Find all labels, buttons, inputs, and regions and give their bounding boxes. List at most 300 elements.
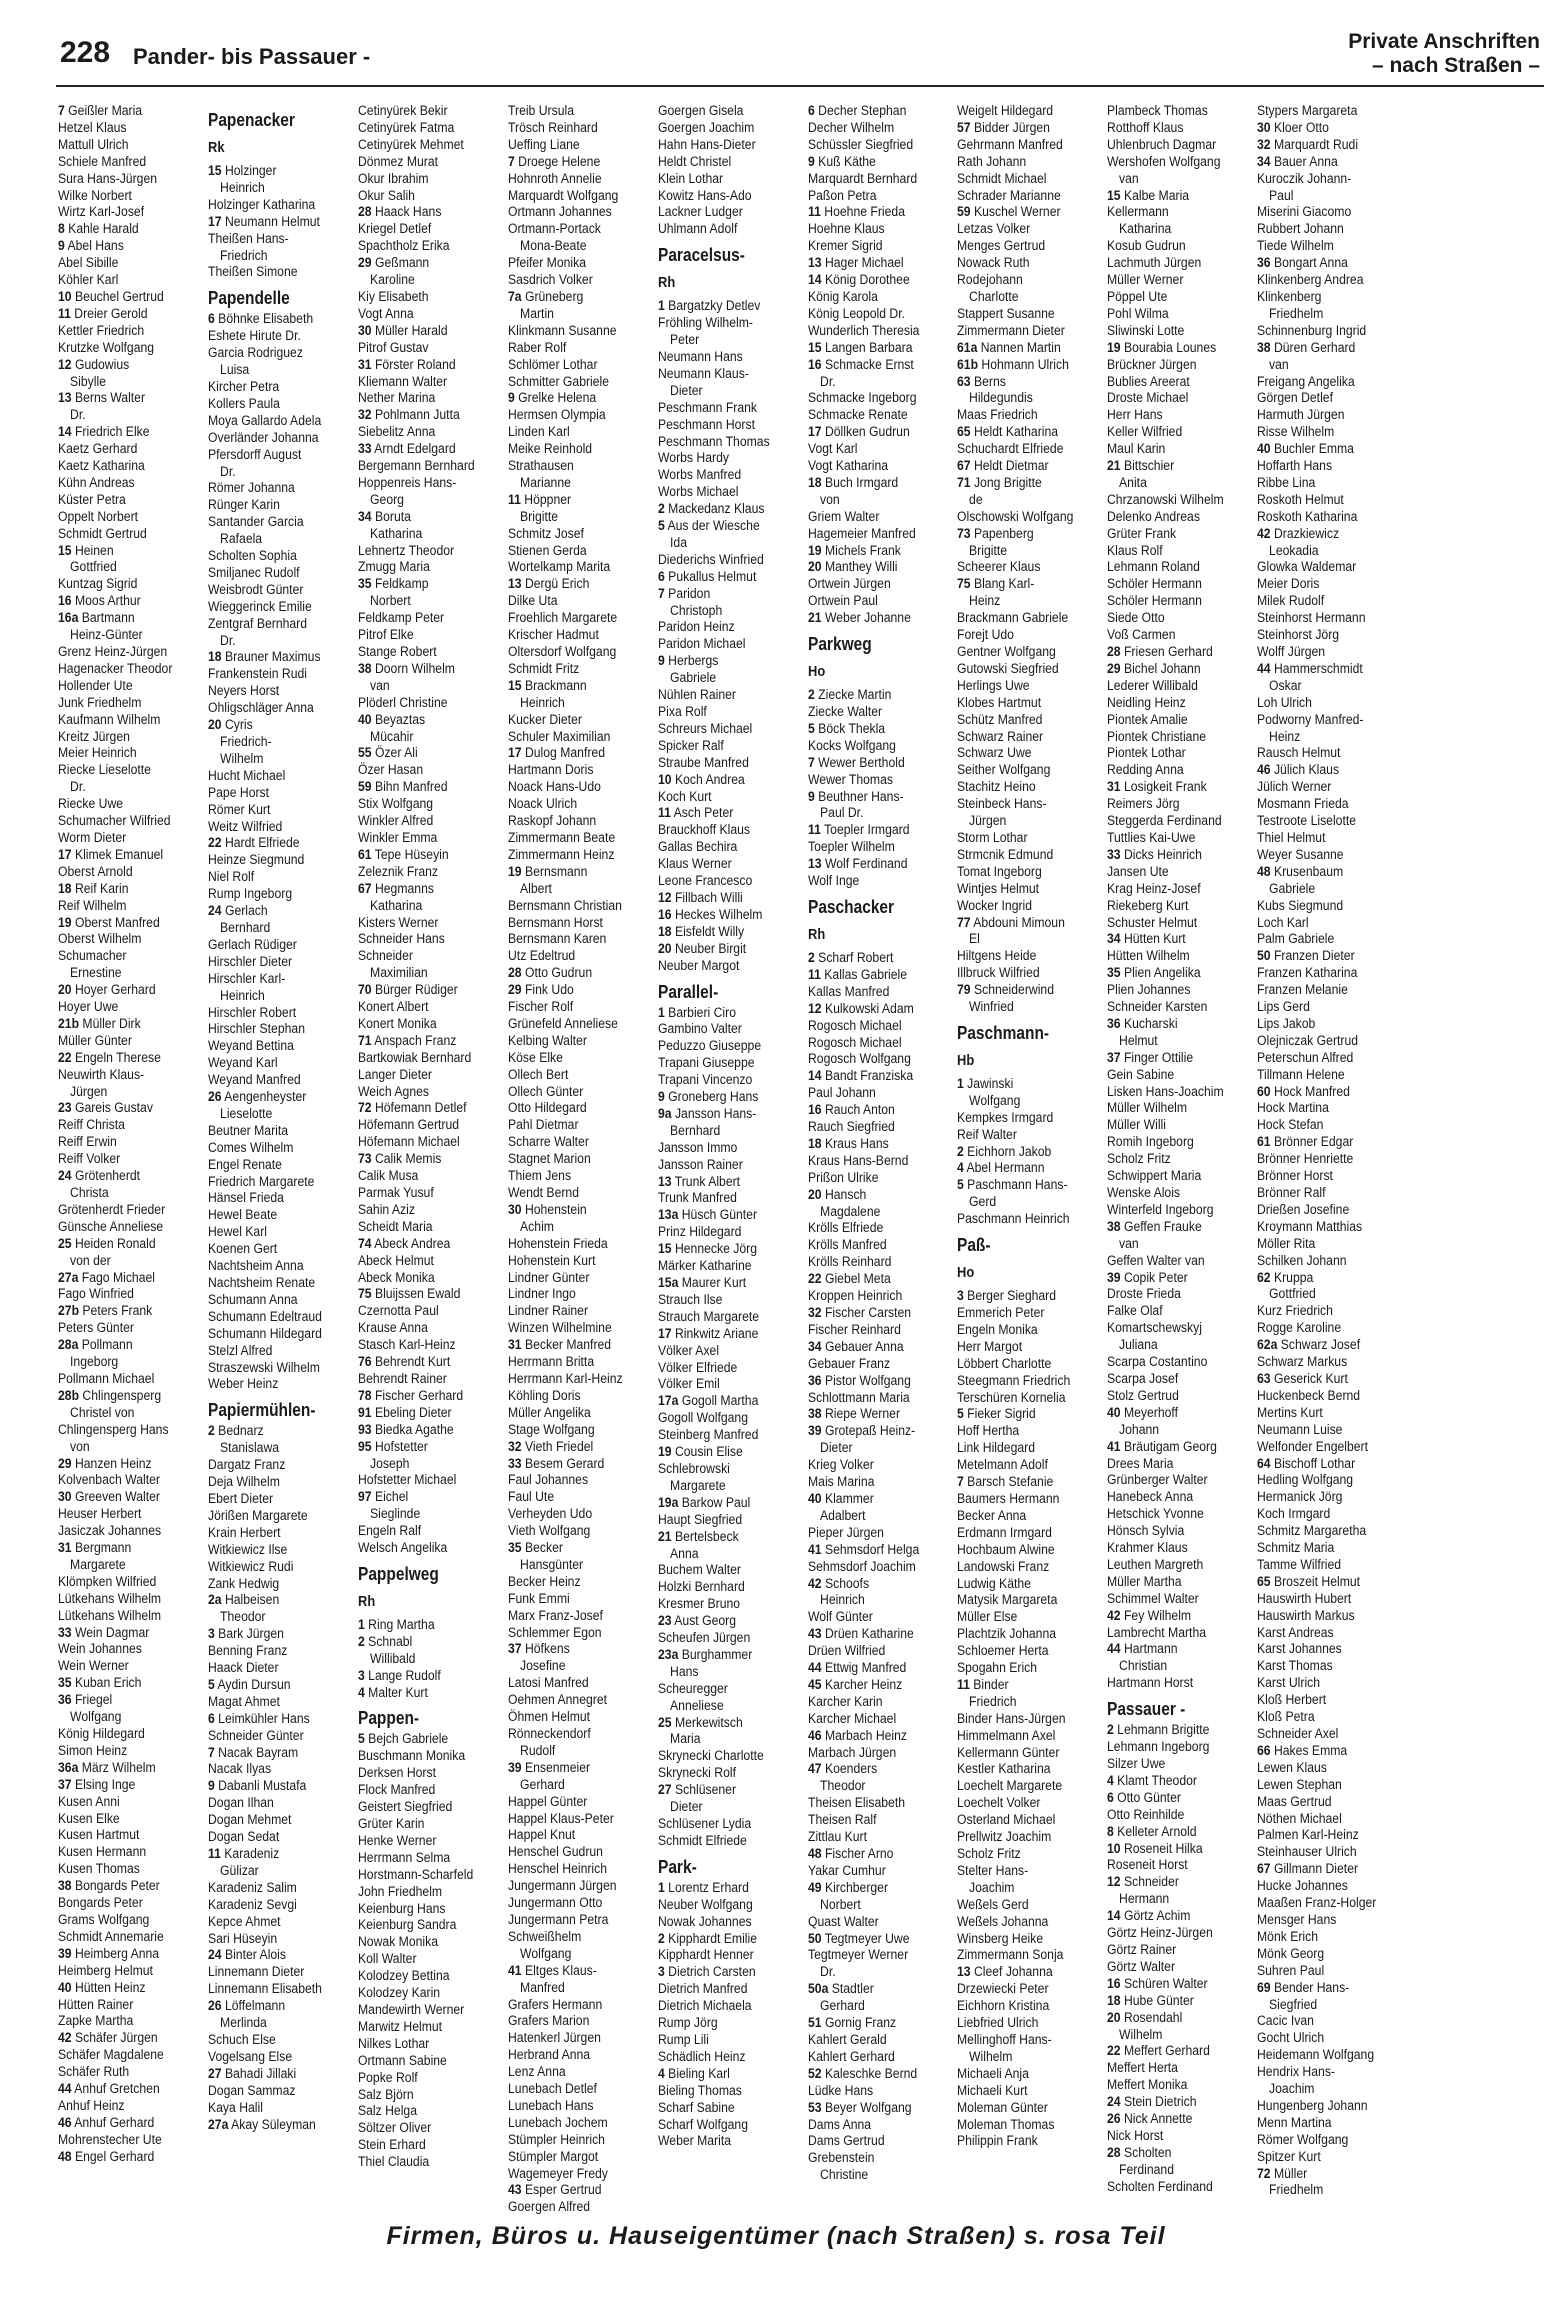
resident-entry: Droste Michael xyxy=(1107,390,1189,407)
resident-entry: Klinkmann Susanne xyxy=(507,322,617,339)
house-number: 37 xyxy=(507,1641,522,1658)
resident-entry: 15 Kalbe Maria xyxy=(1107,187,1190,204)
resident-entry: Smiljanec Rudolf xyxy=(207,564,300,581)
resident-entry: 11 Asch Peter xyxy=(657,805,733,822)
resident-entry: Siebelitz Anna xyxy=(357,424,436,441)
resident-entry: Kempkes Irmgard xyxy=(957,1109,1054,1126)
house-number: 3 xyxy=(957,1288,965,1305)
resident-entry: Schmitter Gabriele xyxy=(507,373,609,390)
resident-entry: 41 Bräutigam Georg xyxy=(1107,1438,1218,1455)
entry-continuation: Manfred xyxy=(519,1979,565,1996)
resident-entry: Uhlmann Adolf xyxy=(657,221,738,238)
entry-continuation: Hermann xyxy=(1119,1891,1170,1908)
district-code: Rh xyxy=(657,274,675,292)
resident-entry: 1 Barbieri Ciro xyxy=(657,1004,736,1021)
resident-entry: 70 Bürger Rüdiger xyxy=(357,982,458,999)
resident-entry: Weisbrodt Günter xyxy=(207,581,304,598)
resident-entry: John Friedhelm xyxy=(357,1883,442,1900)
resident-entry: Trapani Giuseppe xyxy=(657,1055,755,1072)
resident-entry: 14 Bandt Franziska xyxy=(807,1068,913,1085)
resident-entry: 40 Klammer xyxy=(807,1490,874,1507)
district-code: Rh xyxy=(807,925,825,943)
resident-entry: Hahn Hans-Dieter xyxy=(657,136,756,153)
entry-continuation: Rafaela xyxy=(219,531,263,548)
section-title-line1: Private Anschriften xyxy=(1348,30,1540,53)
resident-entry: Konert Albert xyxy=(357,999,429,1016)
house-number: 6 xyxy=(207,1710,215,1727)
resident-entry: Henschel Gudrun xyxy=(507,1844,603,1861)
resident-entry: 36a März Wilhelm xyxy=(58,1759,156,1776)
resident-entry: 13 Hager Michael xyxy=(807,255,904,272)
house-number: 19 xyxy=(807,542,822,559)
resident-entry: 46 Jülich Klaus xyxy=(1257,762,1340,779)
resident-entry: Decher Wilhelm xyxy=(807,119,894,136)
resident-entry: Hewel Beate xyxy=(207,1207,278,1224)
resident-entry: König Leopold Dr. xyxy=(807,305,905,322)
house-number: 74 xyxy=(357,1235,372,1252)
resident-entry: Behrendt Rainer xyxy=(357,1370,447,1387)
entry-continuation: Dr. xyxy=(219,463,236,480)
resident-entry: 77 Abdouni Mimoun xyxy=(957,914,1066,931)
house-number: 13 xyxy=(807,255,822,272)
resident-entry: Karcher Michael xyxy=(807,1710,896,1727)
house-number: 7 xyxy=(657,585,665,602)
resident-entry: 5 Aus der Wiesche xyxy=(657,518,760,535)
resident-entry: Lütkehans Wilhelm xyxy=(58,1590,162,1607)
resident-entry: Philippin Frank xyxy=(957,2133,1039,2150)
house-number: 16 xyxy=(807,1102,822,1119)
resident-entry: 4 Bieling Karl xyxy=(657,2065,730,2082)
resident-entry: Prellwitz Joachim xyxy=(957,1829,1052,1846)
house-number: 12 xyxy=(807,1000,822,1017)
resident-entry: Hirschler Karl- xyxy=(207,970,286,987)
resident-entry: Keienburg Sandra xyxy=(357,1917,457,1934)
resident-entry: Friedrich Margarete xyxy=(207,1173,315,1190)
resident-entry: Vieth Wolfgang xyxy=(507,1523,591,1540)
entry-continuation: Albert xyxy=(519,880,552,897)
resident-entry: Kolvenbach Walter xyxy=(58,1472,160,1489)
house-number: 21b xyxy=(58,1015,80,1032)
page-header xyxy=(0,0,1552,86)
resident-entry: Kestler Katharina xyxy=(957,1761,1052,1778)
entry-continuation: Rudolf xyxy=(519,1742,556,1759)
resident-entry: Heldt Christel xyxy=(657,153,731,170)
resident-entry: 24 Binter Alois xyxy=(207,1947,286,1964)
resident-entry: 62a Schwarz Josef xyxy=(1257,1337,1361,1354)
resident-entry: Schmitz Margaretha xyxy=(1257,1523,1367,1540)
resident-entry: Jasiczak Johannes xyxy=(58,1523,162,1540)
resident-entry: Oppelt Norbert xyxy=(58,508,139,525)
resident-entry: 29 Bichel Johann xyxy=(1107,660,1202,677)
entry-continuation: Wilhelm xyxy=(1119,2026,1163,2043)
resident-entry: Siede Otto xyxy=(1107,610,1166,627)
resident-entry: Paridon Heinz xyxy=(657,619,735,636)
entry-continuation: Georg xyxy=(369,491,404,508)
house-number: 67 xyxy=(357,880,372,897)
resident-entry: 7 Paridon xyxy=(657,585,710,602)
house-number: 26 xyxy=(1107,2111,1121,2128)
resident-entry: 6 Leimkühler Hans xyxy=(207,1710,310,1727)
resident-entry: Stagnet Marion xyxy=(507,1151,591,1168)
resident-entry: Steinberg Manfred xyxy=(657,1427,759,1444)
entry-continuation: Christoph xyxy=(669,602,722,619)
resident-entry: Hucke Johannes xyxy=(1257,1878,1349,1895)
house-number: 4 xyxy=(957,1160,965,1177)
resident-entry: Lewen Klaus xyxy=(1257,1759,1328,1776)
resident-entry: Himmelmann Axel xyxy=(957,1727,1056,1744)
resident-entry: Salz Björn xyxy=(357,2086,414,2103)
resident-entry: Dönmez Murat xyxy=(357,153,438,170)
street-heading: Parallel- xyxy=(657,981,718,1002)
resident-entry: Moya Gallardo Adela xyxy=(207,412,322,429)
entry-continuation: Gabriele xyxy=(1269,880,1316,897)
resident-entry: Goergen Gisela xyxy=(657,103,744,119)
entry-continuation: Hansgünter xyxy=(519,1556,583,1573)
entry-continuation: Anita xyxy=(1119,474,1148,491)
house-number: 5 xyxy=(657,518,665,535)
resident-entry: Zapke Martha xyxy=(58,2013,134,2030)
resident-entry: Loch Karl xyxy=(1257,914,1309,931)
entry-continuation: Wolfgang xyxy=(70,1709,122,1726)
resident-entry: Engel Renate xyxy=(207,1156,282,1173)
resident-entry: 29 Hanzen Heinz xyxy=(58,1455,152,1472)
resident-entry: Engeln Monika xyxy=(957,1321,1039,1338)
resident-entry: 59 Bihn Manfred xyxy=(357,779,448,796)
resident-entry: 5 Paschmann Hans- xyxy=(957,1177,1069,1194)
resident-entry: Straszewski Wilhelm xyxy=(207,1359,320,1376)
header-rule xyxy=(56,85,1544,87)
resident-entry: Kollers Paula xyxy=(207,395,280,412)
resident-entry: Schüssler Siegfried xyxy=(807,136,913,153)
resident-entry: Krag Heinz-Josef xyxy=(1107,880,1201,897)
resident-entry: Nowak Monika xyxy=(357,1934,438,1951)
resident-entry: Wocker Ingrid xyxy=(957,897,1033,914)
resident-entry: Metelmann Adolf xyxy=(957,1457,1049,1474)
house-number: 20 xyxy=(58,982,72,999)
resident-entry: 27b Peters Frank xyxy=(58,1303,153,1320)
resident-entry: Heuser Herbert xyxy=(58,1506,142,1523)
house-number: 39 xyxy=(1107,1269,1121,1286)
resident-entry: Müller Willi xyxy=(1107,1117,1167,1134)
resident-entry: Bernsmann Horst xyxy=(507,914,603,931)
resident-entry: Zmugg Maria xyxy=(357,559,430,576)
resident-entry: Heidemann Wolfgang xyxy=(1257,2047,1375,2064)
resident-entry: 15 Brackmann xyxy=(507,677,587,694)
resident-entry: Hoff Hertha xyxy=(957,1423,1020,1440)
resident-entry: Klinkenberg Andrea xyxy=(1257,272,1364,289)
resident-entry: Jungermann Jürgen xyxy=(507,1878,617,1895)
resident-entry: Steinhorst Hermann xyxy=(1257,610,1366,627)
resident-entry: Brackmann Gabriele xyxy=(957,610,1069,627)
resident-entry: Dogan Mehmet xyxy=(207,1812,292,1829)
resident-entry: Schuster Helmut xyxy=(1107,914,1198,931)
resident-entry: Reiff Christa xyxy=(58,1117,125,1134)
entry-continuation: Josefine xyxy=(519,1658,566,1675)
resident-entry: Wilke Norbert xyxy=(58,187,132,204)
resident-entry: 19a Barkow Paul xyxy=(657,1494,750,1511)
house-number: 9 xyxy=(657,1089,665,1106)
resident-entry: Grafers Hermann xyxy=(507,1996,602,2013)
entry-continuation: Dr. xyxy=(70,779,86,796)
house-number: 11 xyxy=(807,204,821,221)
house-number: 9a xyxy=(657,1105,672,1122)
resident-entry: Peduzzo Giuseppe xyxy=(657,1038,761,1055)
house-number: 10 xyxy=(657,771,672,788)
entry-continuation: Paul Dr. xyxy=(819,805,864,822)
house-number: 31 xyxy=(1107,779,1121,796)
resident-entry: Köse Elke xyxy=(507,1049,563,1066)
resident-entry: Derksen Horst xyxy=(357,1765,436,1782)
house-number: 16 xyxy=(1107,1975,1121,1992)
resident-entry: Hollender Ute xyxy=(58,677,133,694)
entry-continuation: Anneliese xyxy=(669,1697,724,1714)
resident-entry: Kurz Friedrich xyxy=(1257,1303,1334,1320)
resident-entry: Lips Jakob xyxy=(1257,1015,1316,1032)
resident-entry: Grebenstein xyxy=(807,2150,875,2167)
resident-entry: Nacak Ilyas xyxy=(207,1761,271,1778)
resident-entry: Hohenstein Frieda xyxy=(507,1235,608,1252)
resident-entry: 28b Chlingensperg xyxy=(58,1387,162,1404)
house-number: 22 xyxy=(207,835,222,852)
resident-entry: Podworny Manfred- xyxy=(1257,711,1364,728)
resident-entry: Rump Jörg xyxy=(657,2015,718,2032)
resident-entry: 20 Rosendahl xyxy=(1107,2009,1183,2026)
resident-entry: 72 Höfemann Detlef xyxy=(357,1100,467,1117)
resident-entry: Schlottmann Maria xyxy=(807,1389,910,1406)
resident-entry: Nachtsheim Anna xyxy=(207,1258,304,1275)
resident-entry: Höfemann Michael xyxy=(357,1134,460,1151)
resident-entry: Dams Gertrud xyxy=(807,2133,885,2150)
resident-entry: Abel Sibille xyxy=(58,255,119,272)
resident-entry: Trösch Reinhard xyxy=(507,119,598,136)
resident-entry: Koch Irmgard xyxy=(1257,1506,1331,1523)
resident-entry: Falke Olaf xyxy=(1107,1303,1163,1320)
entry-continuation: Katharina xyxy=(369,897,423,914)
resident-entry: Koll Walter xyxy=(357,1951,417,1968)
resident-entry: Storm Lothar xyxy=(957,829,1029,846)
house-number: 40 xyxy=(357,711,372,728)
house-number: 66 xyxy=(1257,1742,1271,1759)
house-number: 8 xyxy=(1107,1823,1115,1840)
resident-entry: Winterfeld Ingeborg xyxy=(1107,1201,1214,1218)
resident-entry: Karst Johannes xyxy=(1257,1641,1343,1658)
entry-continuation: Gottfried xyxy=(70,559,117,576)
house-number: 28 xyxy=(1107,644,1121,660)
resident-entry: Bernsmann Karen xyxy=(507,931,607,948)
resident-entry: Schmitz Josef xyxy=(507,525,584,542)
resident-entry: 24 Stein Dietrich xyxy=(1107,2094,1197,2111)
resident-entry: Zimmermann Beate xyxy=(507,829,615,846)
resident-entry: 40 Hütten Heinz xyxy=(58,1979,146,1996)
resident-entry: Wolff Jürgen xyxy=(1257,644,1326,660)
resident-entry: Hendrix Hans- xyxy=(1257,2064,1336,2081)
house-number: 27a xyxy=(207,2116,229,2133)
resident-entry: Vogt Katharina xyxy=(807,458,888,475)
resident-entry: 39 Heimberg Anna xyxy=(58,1945,160,1962)
resident-entry: 6 Otto Günter xyxy=(1107,1789,1182,1806)
resident-entry: Abeck Helmut xyxy=(357,1252,434,1269)
resident-entry: 53 Beyer Wolfgang xyxy=(807,2099,912,2116)
entry-continuation: Mücahir xyxy=(369,728,414,745)
resident-entry: Hewel Karl xyxy=(207,1224,267,1241)
entry-continuation: de xyxy=(969,491,984,508)
house-number: 34 xyxy=(807,1338,822,1355)
resident-entry: Hucht Michael xyxy=(207,767,286,784)
resident-entry: 24 Gerlach xyxy=(207,903,268,920)
resident-entry: 22 Engeln Therese xyxy=(58,1049,161,1066)
resident-entry: Schuchardt Elfriede xyxy=(957,441,1064,458)
resident-entry: Garcia Rodriguez xyxy=(207,345,303,362)
resident-entry: Grüter Karin xyxy=(357,1816,425,1832)
resident-entry: Rogosch Michael xyxy=(807,1017,902,1034)
resident-entry: 44 Ettwig Manfred xyxy=(807,1660,906,1677)
resident-entry: Gehrmann Manfred xyxy=(957,136,1064,153)
entry-continuation: Hildegundis xyxy=(969,390,1034,407)
house-number: 29 xyxy=(357,255,372,272)
resident-entry: Otto Hildegard xyxy=(507,1100,587,1117)
resident-entry: Mandewirth Werner xyxy=(357,2001,465,2018)
entry-continuation: El xyxy=(969,931,981,948)
resident-entry: Schiele Manfred xyxy=(58,153,147,170)
resident-entry: Bongards Peter xyxy=(58,1895,143,1912)
resident-entry: Dogan Sammaz xyxy=(207,2082,296,2099)
resident-entry: 41 Sehmsdorf Helga xyxy=(807,1541,919,1558)
resident-entry: 50 Franzen Dieter xyxy=(1257,948,1355,965)
house-number: 30 xyxy=(1257,119,1271,136)
entry-continuation: Friedrich- xyxy=(219,734,272,750)
resident-entry: Schlebrowski xyxy=(657,1460,730,1477)
resident-entry: 11 Hoehne Frieda xyxy=(807,204,905,221)
house-number: 75 xyxy=(357,1286,372,1303)
resident-entry: Keienburg Hans xyxy=(357,1900,446,1917)
entry-continuation: Charlotte xyxy=(969,288,1020,305)
resident-entry: Roskoth Helmut xyxy=(1257,491,1345,508)
resident-entry: 9 Abel Hans xyxy=(58,238,124,255)
resident-entry: Okur Salih xyxy=(357,187,415,204)
resident-entry: 51 Gornig Franz xyxy=(807,2015,896,2032)
street-heading: Papiermühlen- xyxy=(207,1400,316,1421)
resident-entry: 15 Holzinger xyxy=(207,163,277,179)
entry-continuation: Karoline xyxy=(369,272,415,289)
resident-entry: Calik Musa xyxy=(357,1168,419,1185)
resident-entry: Völker Emil xyxy=(657,1376,720,1393)
resident-entry: Anhuf Heinz xyxy=(58,2097,125,2114)
resident-entry: Mönk Erich xyxy=(1257,1928,1319,1945)
house-number: 2 xyxy=(657,501,665,518)
district-code: Hb xyxy=(957,1051,975,1069)
entry-continuation: Merlinda xyxy=(219,2015,267,2032)
resident-entry: Schneider Karsten xyxy=(1107,999,1208,1016)
resident-entry: Delenko Andreas xyxy=(1107,508,1201,525)
resident-entry: Wershofen Wolfgang xyxy=(1107,153,1221,170)
resident-entry: 55 Özer Ali xyxy=(357,745,418,762)
house-number: 31 xyxy=(357,356,372,373)
resident-entry: Drees Maria xyxy=(1107,1455,1174,1472)
resident-entry: Stein Erhard xyxy=(357,2137,426,2154)
street-heading: Paß- xyxy=(957,1235,992,1256)
resident-entry: Kriegel Detlef xyxy=(357,221,432,238)
resident-entry: Stage Wolfgang xyxy=(507,1421,595,1438)
resident-entry: Görtz Walter xyxy=(1107,1958,1176,1975)
resident-entry: Verheyden Udo xyxy=(507,1506,592,1523)
house-number: 73 xyxy=(357,1151,372,1168)
resident-entry: 71 Anspach Franz xyxy=(357,1032,457,1049)
resident-entry: Lewen Stephan xyxy=(1257,1776,1343,1793)
resident-entry: Faul Ute xyxy=(507,1489,554,1506)
resident-entry: 73 Papenberg xyxy=(957,525,1035,542)
resident-entry: Kisters Werner xyxy=(357,914,439,931)
house-number: 32 xyxy=(807,1305,822,1321)
resident-entry: Hedling Wolfgang xyxy=(1257,1472,1354,1489)
house-number: 46 xyxy=(1257,762,1271,779)
resident-entry: 21 Weber Johanne xyxy=(807,610,911,627)
house-number: 2 xyxy=(1107,1722,1115,1739)
resident-entry: Palm Gabriele xyxy=(1257,931,1335,948)
resident-entry: 44 Hammerschmidt xyxy=(1257,660,1364,677)
resident-entry: Steinbeck Hans- xyxy=(957,796,1047,813)
resident-entry: Günsche Anneliese xyxy=(58,1218,164,1235)
resident-entry: Sehmsdorf Joachim xyxy=(807,1558,916,1575)
resident-entry: Möller Rita xyxy=(1257,1235,1316,1252)
resident-entry: Faul Johannes xyxy=(507,1472,588,1489)
resident-entry: Grötenherdt Frieder xyxy=(58,1201,166,1218)
resident-entry: Meier Heinrich xyxy=(58,745,137,762)
resident-entry: 7 Geißler Maria xyxy=(58,103,143,119)
resident-entry: Wortelkamp Marita xyxy=(507,559,610,576)
resident-entry: 17 Döllken Gudrun xyxy=(807,424,910,441)
entry-continuation: Johann xyxy=(1119,1421,1160,1438)
resident-entry: Kircher Petra xyxy=(207,378,280,395)
resident-entry: 11 Toepler Irmgard xyxy=(807,822,910,839)
resident-entry: Toepler Wilhelm xyxy=(807,839,895,856)
resident-entry: Grüter Frank xyxy=(1107,525,1177,542)
resident-entry: Linnemann Dieter xyxy=(207,1964,305,1981)
entry-continuation: Stanislawa xyxy=(219,1440,279,1457)
resident-entry: Meier Doris xyxy=(1257,576,1320,593)
resident-entry: Stange Robert xyxy=(357,644,437,660)
resident-entry: 36 Kucharski xyxy=(1107,1015,1178,1032)
house-number: 16 xyxy=(807,356,822,373)
resident-entry: Kiy Elisabeth xyxy=(357,288,429,305)
entry-continuation: Mona-Beate xyxy=(519,238,587,255)
house-number: 15 xyxy=(58,542,72,559)
house-number: 20 xyxy=(657,940,672,957)
resident-entry: Brückner Jürgen xyxy=(1107,356,1197,373)
resident-entry: 31 Bergmann xyxy=(58,1540,132,1557)
resident-entry: Theißen Simone xyxy=(207,264,298,281)
house-number: 12 xyxy=(58,356,72,373)
resident-entry: Oberst Arnold xyxy=(58,863,133,880)
resident-entry: Forejt Udo xyxy=(957,627,1015,644)
resident-entry: Schöler Hermann xyxy=(1107,593,1203,610)
resident-entry: Lederer Willibald xyxy=(1107,677,1199,694)
resident-entry: Dietrich Manfred xyxy=(657,1981,748,1998)
resident-entry: 61 Brönner Edgar xyxy=(1257,1134,1354,1151)
resident-entry: Krischer Hadmut xyxy=(507,627,599,644)
resident-entry: Skrynecki Rolf xyxy=(657,1765,736,1782)
house-number: 22 xyxy=(1107,2043,1121,2060)
house-number: 11 xyxy=(58,305,71,322)
resident-entry: Leuthen Margreth xyxy=(1107,1556,1204,1573)
house-number: 17 xyxy=(207,213,222,230)
resident-entry: Marbach Jürgen xyxy=(807,1744,896,1761)
resident-entry: Santander Garcia xyxy=(207,514,304,531)
resident-entry: Löbbert Charlotte xyxy=(957,1355,1052,1372)
resident-entry: Roskoth Katharina xyxy=(1257,508,1358,525)
resident-entry: 16 Schüren Walter xyxy=(1107,1975,1208,1992)
house-number: 95 xyxy=(357,1438,372,1455)
resident-entry: Rath Johann xyxy=(957,153,1027,170)
